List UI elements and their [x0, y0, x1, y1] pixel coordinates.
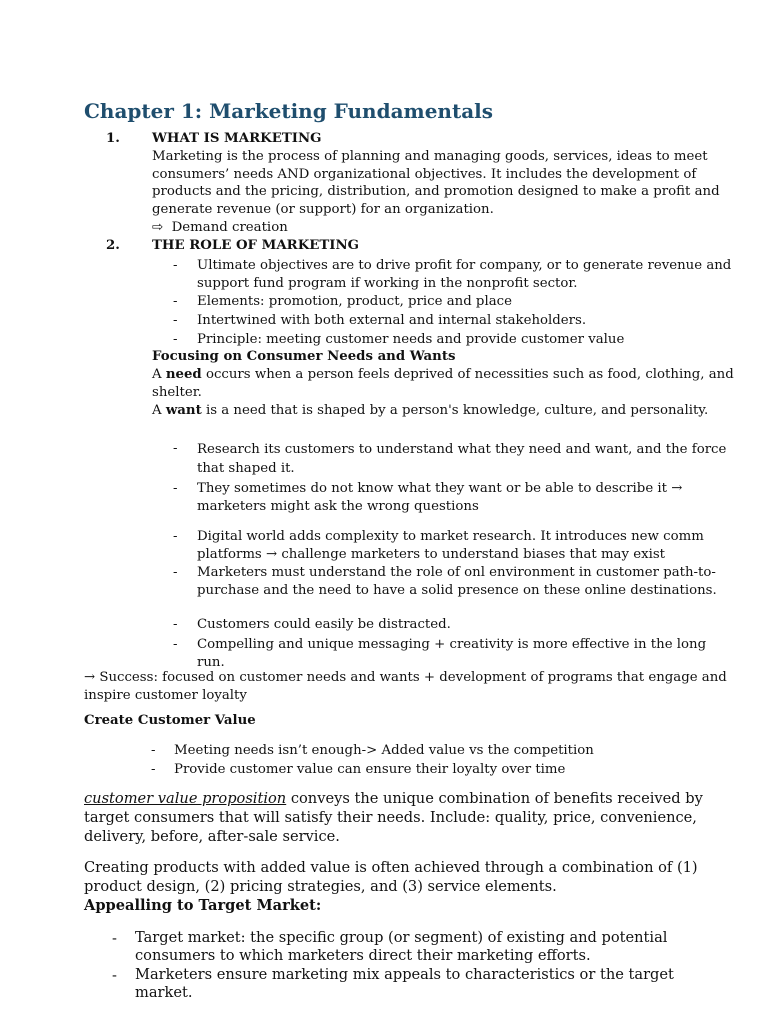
list-item: Digital world adds complexity to market research. It introduces new comm platforms → challenge marketers to understand biases that may exist: [197, 529, 704, 562]
list-item: Compelling and unique messaging + creativity is more effective in the long run.: [197, 637, 707, 670]
list-item: Meeting needs isn’t enough-> Added value vs the competition: [174, 743, 594, 758]
section-heading: THE ROLE OF MARKETING: [152, 238, 360, 253]
subsection-heading: Focusing on Consumer Needs and Wants: [152, 349, 456, 364]
bullet-dash: -: [173, 617, 178, 632]
list-item: Ultimate objectives are to drive profit for company, or to generate revenue and support fund program if working in the nonprofit sector.: [197, 258, 732, 291]
text-span: is a need that is shaped by a person's knowledge, culture, and personality.: [201, 403, 709, 418]
need-definition: [152, 366, 734, 401]
bullet-dash: -: [173, 294, 178, 309]
list-item: Provide customer value can ensure their loyalty over time: [174, 762, 566, 777]
section-number: 1.: [106, 131, 120, 146]
text-span: conveys the unique combination of benefits received by target consumers that will satisfy their needs. Include: quality, price, convenience, delivery, before, after-sale service.: [84, 790, 703, 845]
bullet-dash: -: [173, 441, 178, 456]
list-item: Principle: meeting customer needs and provide customer value: [197, 332, 625, 347]
term-want: want: [165, 403, 202, 418]
bullet-dash: -: [173, 637, 178, 652]
cvp-paragraph: [84, 789, 736, 846]
cvp-term: customer value proposition: [84, 790, 287, 807]
list-item: Marketers ensure marketing mix appeals to characteristics or the target market.: [135, 966, 674, 1001]
bullet-dash: -: [173, 565, 178, 580]
text-span: A: [152, 367, 166, 382]
list-item: Intertwined with both external and internal stakeholders.: [197, 313, 587, 328]
bullet-dash: -: [112, 967, 117, 984]
section-heading: WHAT IS MARKETING: [152, 131, 322, 146]
list-item: They sometimes do not know what they want or be able to describe it → marketers might ask the wrong questions: [197, 481, 683, 514]
page-title: Chapter 1: Marketing Fundamentals: [84, 99, 494, 123]
bullet-dash: -: [151, 762, 156, 777]
bullet-dash: -: [173, 481, 178, 496]
bullet-dash: -: [112, 930, 117, 947]
list-item: Target market: the specific group (or segment) of existing and potential consumers to which marketers direct their marketing efforts.: [135, 929, 668, 964]
success-summary: → Success: focused on customer needs and wants + development of programs that engage and inspire customer loyalty: [84, 670, 727, 703]
want-definition: [152, 402, 734, 420]
paragraph: Marketing is the process of planning and managing goods, services, ideas to meet consumers’ needs AND organizational objectives. It includes the development of products and the pricing, distribution, and promotion designed to make a profit and generate revenue (or support) for an organization.: [152, 149, 720, 217]
bullet-dash: -: [173, 332, 178, 347]
section-number: 2.: [106, 238, 120, 253]
subsection-heading: Create Customer Value: [84, 713, 256, 728]
bullet-dash: -: [173, 529, 178, 544]
bullet-dash: -: [173, 258, 178, 273]
subsection-heading: Appealling to Target Market:: [84, 897, 322, 914]
added-value-paragraph: Creating products with added value is often achieved through a combination of (1) product design, (2) pricing strategies, and (3) service elements.: [84, 859, 698, 895]
arrow-icon: ⇨: [152, 220, 164, 235]
arrow-point: [152, 219, 288, 237]
list-item: Elements: promotion, product, price and place: [197, 294, 512, 309]
arrow-point-text: Demand creation: [171, 220, 288, 235]
list-item: Customers could easily be distracted.: [197, 617, 451, 632]
list-item: Research its customers to understand what they need and want, and the force that shaped it.: [197, 442, 727, 476]
list-item: Marketers must understand the role of onl environment in customer path-to- purchase and the need to have a solid presence on these online destinations.: [197, 565, 717, 598]
bullet-dash: -: [173, 313, 178, 328]
text-span: A: [152, 403, 166, 418]
bullet-dash: -: [151, 743, 156, 758]
term-need: need: [165, 367, 202, 382]
text-span: occurs when a person feels deprived of necessities such as food, clothing, and shelter.: [152, 367, 734, 400]
